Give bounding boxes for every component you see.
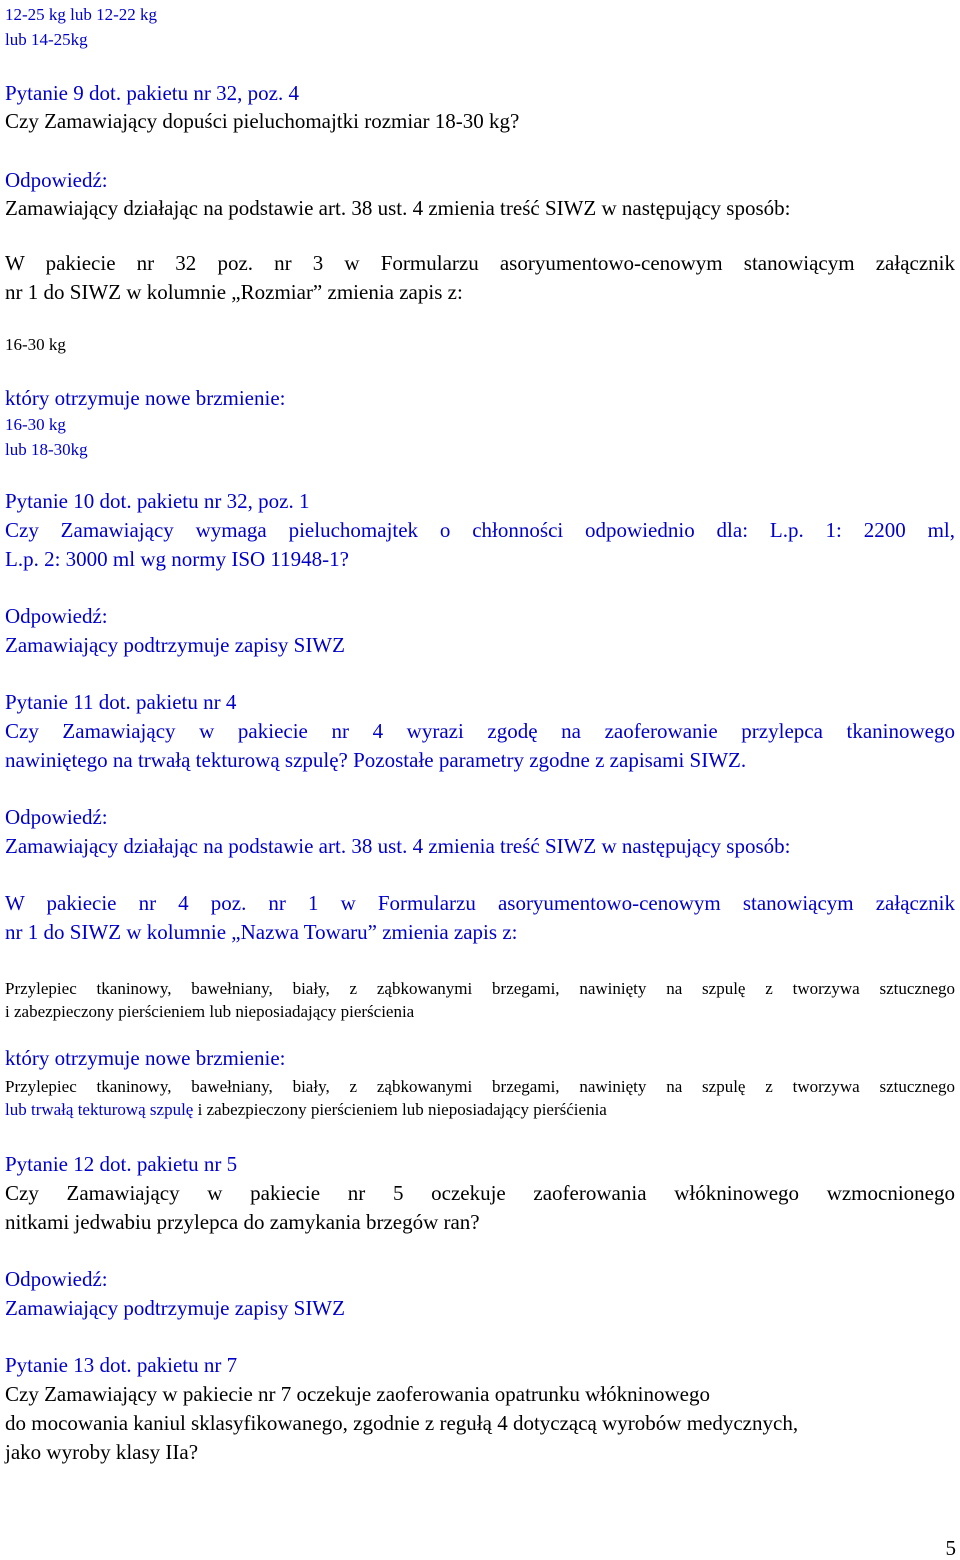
text-line: 16-30 kg [5,415,66,434]
text-fragment: lub trwałą tekturową szpulę [5,1100,194,1119]
answer-text: Zamawiający działając na podstawie art. 38 ust. 4 zmienia treść SIWZ w następujący sposób: [5,834,791,858]
answer-text: W pakiecie nr 4 poz. nr 1 w Formularzu asoryumentowo-cenowym stanowiącym załącznik [5,891,955,915]
answer-heading: Odpowiedź: [5,168,108,192]
answer-text: nr 1 do SIWZ w kolumnie „Rozmiar” zmienia zapis z: [5,280,463,304]
question-heading: Pytanie 13 dot. pakietu nr 7 [5,1353,238,1377]
answer-text: W pakiecie nr 32 poz. nr 3 w Formularzu asoryumentowo-cenowym stanowiącym załącznik [5,251,955,275]
answer-heading: Odpowiedź: [5,1267,108,1291]
answer-text: nr 1 do SIWZ w kolumnie „Nazwa Towaru” zmienia zapis z: [5,920,518,944]
question-text: L.p. 2: 3000 ml wg normy ISO 11948-1? [5,547,349,571]
question-text: nitkami jedwabiu przylepca do zamykania brzegów ran? [5,1210,480,1234]
answer-heading: Odpowiedź: [5,604,108,628]
question-text: Czy Zamawiający w pakiecie nr 7 oczekuje zaoferowania opatrunku włókninowego [5,1382,710,1406]
question-heading: Pytanie 12 dot. pakietu nr 5 [5,1152,238,1176]
question-text: jako wyroby klasy IIa? [5,1440,199,1464]
answer-text: który otrzymuje nowe brzmienie: [5,386,286,410]
question-text: nawiniętego na trwałą tekturową szpulę? Pozostałe parametry zgodne z zapisami SIWZ. [5,748,747,772]
answer-heading: Odpowiedź: [5,805,108,829]
question-text: Czy Zamawiający dopuści pieluchomajtki rozmiar 18-30 kg? [5,109,520,133]
page-number: 5 [945,1536,956,1560]
text-line [5,1101,607,1118]
text-line: lub 18-30kg [5,440,88,459]
question-heading: Pytanie 11 dot. pakietu nr 4 [5,690,237,714]
text-line: i zabezpieczony pierścieniem lub nieposiadający pierścienia [5,1002,415,1021]
text-line: 12-25 kg lub 12-22 kg [5,5,158,24]
answer-text: Zamawiający podtrzymuje zapisy SIWZ [5,633,345,657]
question-text: Czy Zamawiający w pakiecie nr 4 wyrazi zgodę na zaoferowanie przylepca tkaninowego [5,719,955,743]
question-text: Czy Zamawiający wymaga pieluchomajtek o chłonności odpowiednio dla: L.p. 1: 2200 ml, [5,518,955,542]
text-line: Przylepiec tkaninowy, bawełniany, biały, z ząbkowanymi brzegami, nawinięty na szpulę z tworzywa sztucznego [5,979,955,998]
answer-text: Zamawiający podtrzymuje zapisy SIWZ [5,1296,345,1320]
answer-text: Zamawiający działając na podstawie art. 38 ust. 4 zmienia treść SIWZ w następujący sposób: [5,196,791,220]
question-text: Czy Zamawiający w pakiecie nr 5 oczekuje zaoferowania włókninowego wzmocnionego [5,1181,955,1205]
question-text: do mocowania kaniul sklasyfikowanego, zgodnie z regułą 4 dotyczącą wyrobów medycznych, [5,1411,799,1435]
question-heading: Pytanie 9 dot. pakietu nr 32, poz. 4 [5,81,299,105]
text-line: lub 14-25kg [5,30,88,49]
answer-text: który otrzymuje nowe brzmienie: [5,1046,286,1070]
text-fragment: i zabezpieczony pierścieniem lub nieposiadający pierśćienia [197,1100,607,1119]
text-line: Przylepiec tkaninowy, bawełniany, biały, z ząbkowanymi brzegami, nawinięty na szpulę z tworzywa sztucznego [5,1077,955,1096]
text-line: 16-30 kg [5,335,66,354]
question-heading: Pytanie 10 dot. pakietu nr 32, poz. 1 [5,489,310,513]
